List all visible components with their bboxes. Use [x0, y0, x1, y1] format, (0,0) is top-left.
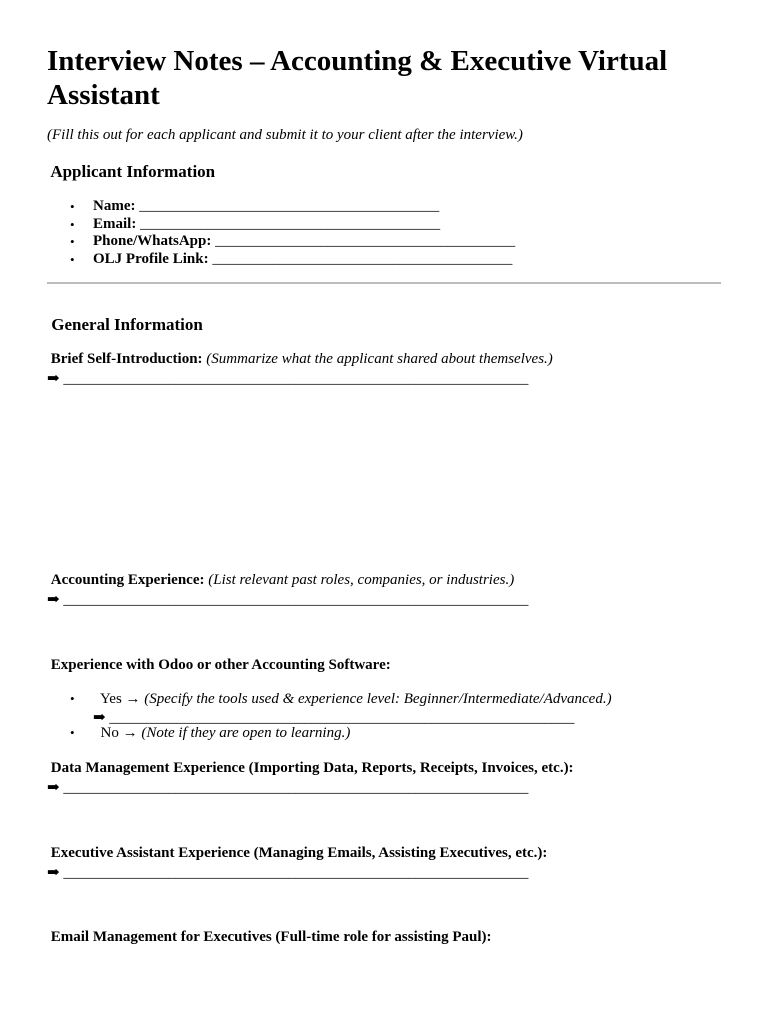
option-no: • No → (Note if they are open to learning.) — [70, 725, 351, 741]
field-line-email: ________________________________________ — [140, 215, 441, 232]
page-subtitle: (Fill this out for each applicant and submit it to your client after the interview.) — [47, 127, 523, 143]
question-label: Executive Assistant Experience (Managing Emails, Assisting Executives, etc.): — [50, 845, 548, 861]
list-item — [70, 233, 515, 251]
option-yes-hint: (Specify the tools used & experience level: Beginner/Intermediate/Advanced.) — [144, 691, 612, 707]
arrow-icon: ➡ — [47, 371, 60, 387]
answer-line: ______________________________________________________________ — [63, 780, 529, 796]
applicant-info-heading-text: Applicant Information — [50, 162, 216, 181]
list-item — [70, 216, 515, 234]
answer-line: ______________________________________________________________ — [63, 592, 529, 608]
question-label: Email Management for Executives (Full-time role for assisting Paul): — [50, 929, 492, 945]
question-hint: (List relevant past roles, companies, or industries.) — [208, 572, 515, 588]
question-label: Brief Self-Introduction: — [50, 351, 203, 367]
option-no-label: No — [100, 725, 119, 741]
answer-line: ______________________________________________________________ — [63, 371, 529, 387]
question-accounting-experience — [47, 572, 514, 589]
question-software-experience — [47, 657, 391, 674]
applicant-fields-list — [70, 198, 515, 268]
arrow-icon: ➡ — [47, 592, 60, 608]
question-label: Accounting Experience: — [50, 572, 205, 588]
applicant-info-heading — [47, 162, 215, 182]
page-title: Interview Notes – Accounting & Executive Virtual Assistant — [47, 45, 668, 111]
question-executive-assistant — [47, 845, 547, 862]
right-arrow-icon: → — [122, 725, 138, 741]
answer-line-data-management — [47, 778, 528, 797]
field-line-name: ________________________________________ — [139, 198, 440, 214]
question-email-management — [47, 929, 492, 946]
answer-line: ______________________________________________________________ — [109, 710, 575, 726]
arrow-icon: ➡ — [47, 865, 60, 881]
list-item — [70, 251, 515, 269]
field-line-phone: ________________________________________ — [215, 233, 516, 249]
field-label-olj: OLJ Profile Link: — [93, 250, 209, 267]
right-arrow-icon: → — [125, 691, 141, 707]
question-label: Data Management Experience (Importing Data, Reports, Receipts, Invoices, etc.): — [50, 760, 574, 776]
section-divider — [47, 282, 721, 284]
arrow-icon: ➡ — [47, 780, 60, 796]
question-hint: (Summarize what the applicant shared about themselves.) — [206, 351, 553, 367]
arrow-icon: ➡ — [93, 710, 106, 726]
answer-line-accounting — [47, 590, 528, 609]
list-item — [70, 198, 515, 216]
answer-line-self-intro — [47, 369, 528, 388]
question-self-intro — [47, 351, 553, 368]
field-label-name: Name: — [93, 198, 136, 214]
question-data-management — [47, 760, 574, 777]
option-no-hint: (Note if they are open to learning.) — [141, 725, 351, 741]
question-label: Experience with Odoo or other Accounting Software: — [50, 657, 391, 673]
field-line-olj: ________________________________________ — [212, 250, 513, 267]
answer-line-executive-assistant — [47, 863, 528, 882]
option-yes-label: Yes — [99, 691, 122, 707]
answer-line: ______________________________________________________________ — [63, 865, 529, 881]
option-yes: • Yes → (Specify the tools used & experience level: Beginner/Intermediate/Advanced.) — [70, 691, 612, 707]
field-label-email: Email: — [93, 215, 137, 232]
general-info-heading-text: General Information — [51, 315, 203, 334]
field-label-phone: Phone/WhatsApp: — [93, 233, 212, 249]
general-info-heading — [47, 315, 203, 335]
